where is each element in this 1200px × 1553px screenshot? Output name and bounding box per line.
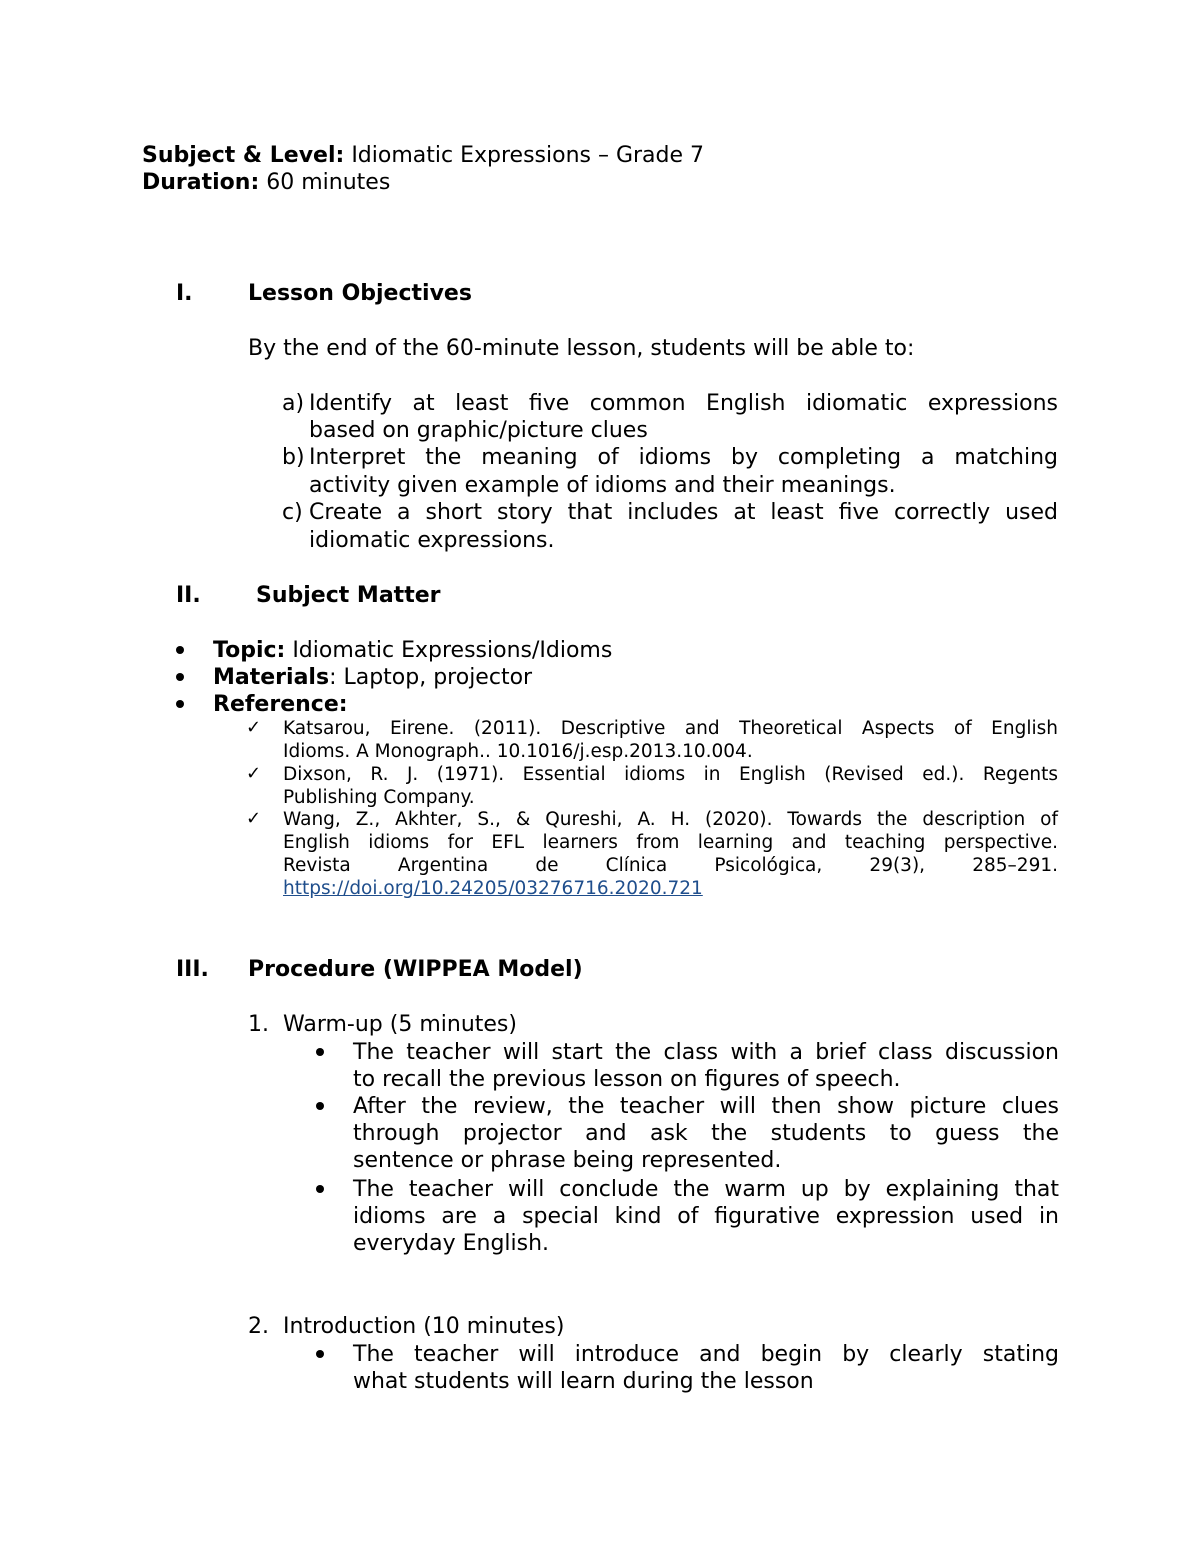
objective-a-line2: based on graphic/picture clues	[309, 418, 648, 443]
objective-c-line1: Create a short story that includes at least five correctly used	[309, 500, 1058, 525]
reference-label: Reference:	[213, 692, 348, 717]
step-1-number: 1.	[248, 1012, 269, 1037]
objective-c-line2: idiomatic expressions.	[309, 528, 555, 553]
bullet-line: idioms are a special kind of figurative expression used in	[353, 1204, 1059, 1229]
bullet-icon	[316, 1350, 324, 1358]
section-3-title: Procedure (WIPPEA Model)	[248, 957, 583, 982]
bullet-icon	[176, 700, 184, 708]
objective-c-marker: c)	[282, 500, 303, 525]
materials-label: Materials	[213, 665, 330, 690]
section-3-numeral: III.	[176, 957, 209, 982]
bullet-line: everyday English.	[353, 1231, 550, 1256]
subject-line	[142, 142, 704, 169]
topic-value: Idiomatic Expressions/Idioms	[285, 638, 613, 663]
step-1-bullet-2	[353, 1093, 1059, 1174]
bullet-icon	[316, 1102, 324, 1110]
bullet-line: to recall the previous lesson on figures of speech.	[353, 1067, 901, 1092]
bullet-line: through projector and ask the students to guess the	[353, 1121, 1059, 1146]
reference-2	[283, 763, 1058, 809]
materials-value: : Laptop, projector	[329, 665, 533, 690]
reference-3-line3: Revista Argentina de Clínica Psicológica, 29(3), 285–291.	[283, 855, 1058, 876]
bullet-line: The teacher will introduce and begin by clearly stating	[353, 1342, 1059, 1367]
objective-b-line1: Interpret the meaning of idioms by completing a matching	[309, 445, 1058, 470]
reference-1-line2: Idioms. A Monograph.. 10.1016/j.esp.2013.10.004.	[283, 741, 753, 762]
objective-a-marker: a)	[282, 391, 305, 416]
bullet-line: what students will learn during the lesson	[353, 1369, 814, 1394]
duration-value: 60 minutes	[259, 170, 391, 195]
section-2-numeral: II.	[176, 583, 201, 608]
step-1-bullet-3	[353, 1176, 1059, 1257]
bullet-line: sentence or phrase being represented.	[353, 1148, 782, 1173]
reference-3-line1: Wang, Z., Akhter, S., & Qureshi, A. H. (2020). Towards the description of	[283, 809, 1058, 830]
bullet-icon	[176, 646, 184, 654]
reference-3-line2: English idioms for EFL learners from learning and teaching perspective.	[283, 832, 1058, 853]
objectives-intro: By the end of the 60-minute lesson, students will be able to:	[248, 336, 915, 361]
bullet-icon	[316, 1185, 324, 1193]
section-1-title: Lesson Objectives	[248, 281, 472, 306]
step-1-title: Warm-up (5 minutes)	[283, 1012, 517, 1037]
bullet-line: After the review, the teacher will then show picture clues	[353, 1094, 1059, 1119]
reference-2-line2: Publishing Company.	[283, 787, 475, 808]
bullet-icon	[176, 673, 184, 681]
reference-2-line1: Dixson, R. J. (1971). Essential idioms in English (Revised ed.). Regents	[283, 764, 1058, 785]
checkmark-icon: ✓	[246, 763, 262, 784]
reference-3-doi-link[interactable]: https://doi.org/10.24205/03276716.2020.721	[283, 878, 703, 899]
topic-line	[213, 637, 612, 664]
duration-line	[142, 169, 390, 196]
section-2-title: Subject Matter	[256, 583, 441, 608]
section-1-numeral: I.	[176, 281, 193, 306]
step-2-number: 2.	[248, 1314, 269, 1339]
subject-value: Idiomatic Expressions – Grade 7	[344, 143, 705, 168]
checkmark-icon: ✓	[246, 808, 262, 829]
bullet-line: The teacher will start the class with a brief class discussion	[353, 1040, 1059, 1065]
reference-3	[283, 808, 1058, 900]
objective-b-marker: b)	[282, 445, 305, 470]
step-2-bullet-1	[353, 1341, 1059, 1395]
objective-b-line2: activity given example of idioms and their meanings.	[309, 473, 896, 498]
reference-1	[283, 717, 1058, 763]
topic-label: Topic:	[213, 638, 286, 663]
reference-1-line1: Katsarou, Eirene. (2011). Descriptive and Theoretical Aspects of English	[283, 718, 1058, 739]
materials-line	[213, 664, 532, 691]
objective-a-line1: Identify at least five common English idiomatic expressions	[309, 391, 1058, 416]
subject-label: Subject & Level:	[142, 143, 345, 168]
step-1-bullet-1	[353, 1039, 1059, 1093]
bullet-line: The teacher will conclude the warm up by explaining that	[353, 1177, 1059, 1202]
duration-label: Duration:	[142, 170, 260, 195]
checkmark-icon: ✓	[246, 717, 262, 738]
bullet-icon	[316, 1048, 324, 1056]
step-2-title: Introduction (10 minutes)	[283, 1314, 565, 1339]
